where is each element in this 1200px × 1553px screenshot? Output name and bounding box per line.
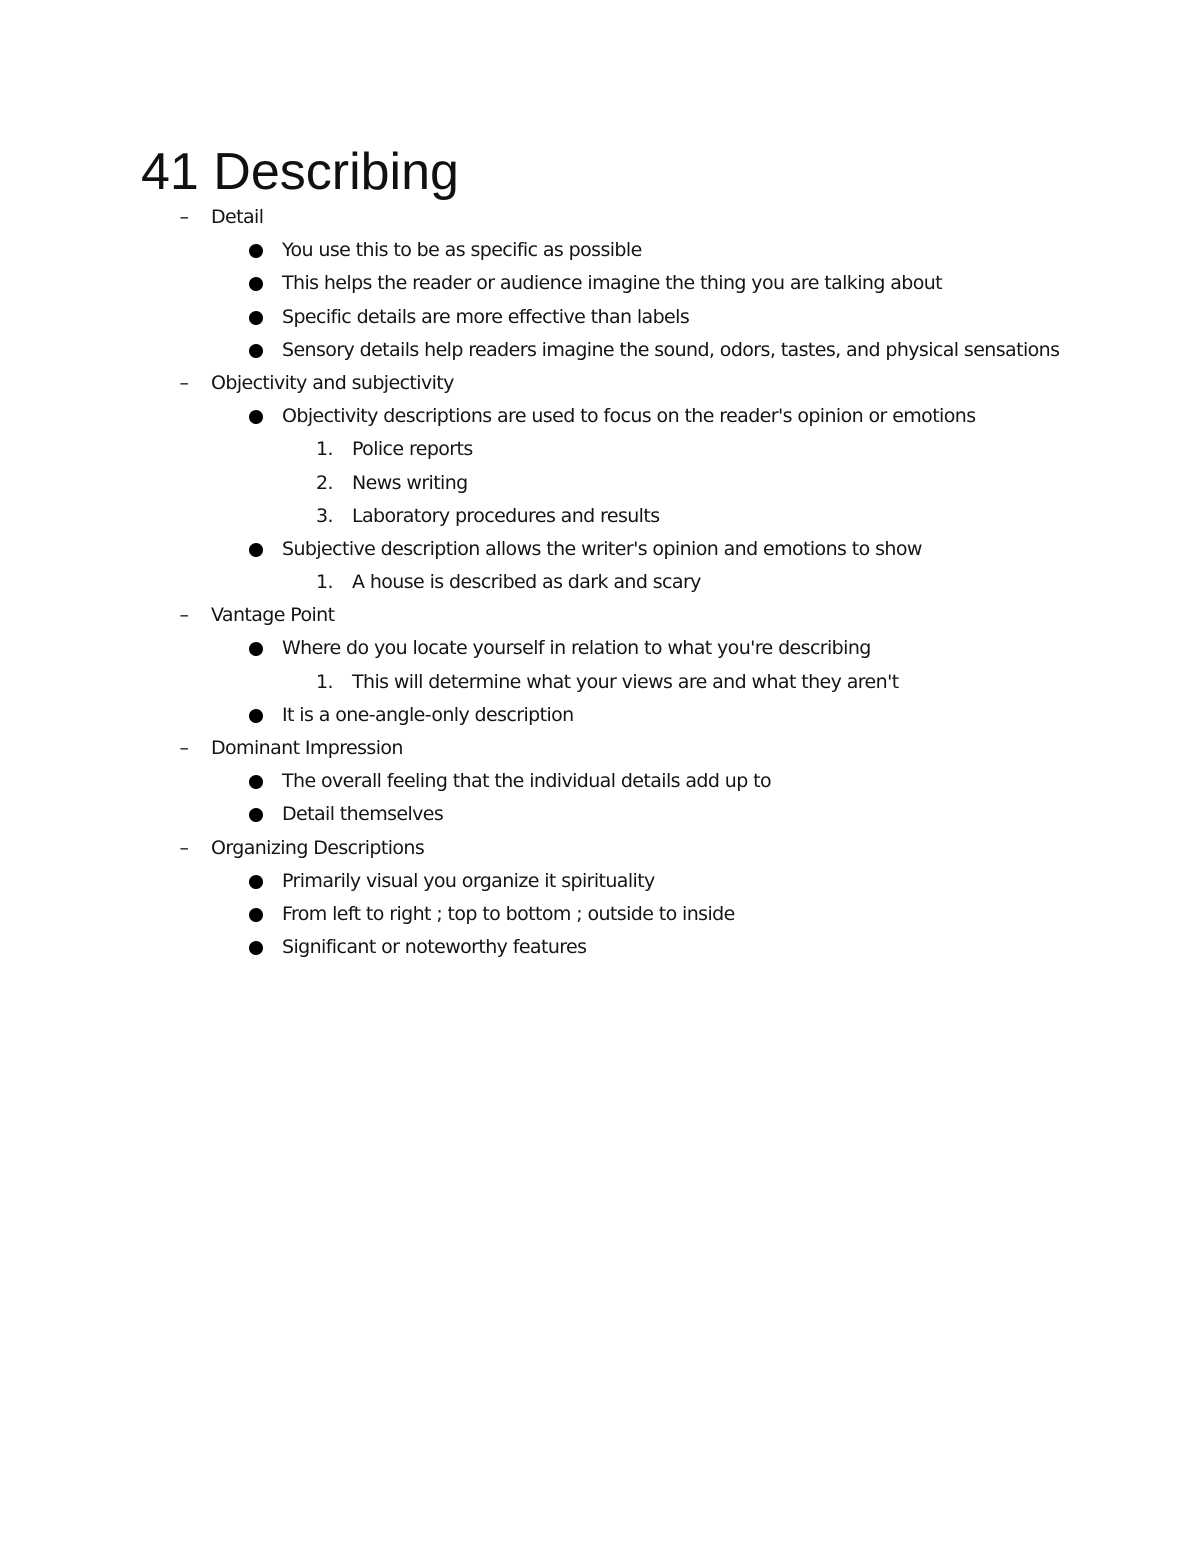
bullet-item bbox=[0, 301, 1200, 334]
bullet-marker bbox=[249, 334, 265, 367]
section-heading-row bbox=[0, 832, 1200, 865]
bullet-marker bbox=[249, 267, 265, 300]
bullet-item-text: Objectivity descriptions are used to focus on the reader's opinion or emotions bbox=[282, 405, 976, 428]
dash-marker: – bbox=[179, 604, 189, 627]
bullet-item bbox=[0, 533, 1200, 566]
bullet-item-text: Specific details are more effective than labels bbox=[282, 305, 690, 328]
numbered-item-text: News writing bbox=[352, 471, 468, 494]
section-heading-row bbox=[0, 367, 1200, 400]
bullet-marker bbox=[249, 301, 265, 334]
bullet-marker bbox=[249, 632, 265, 665]
bullet-item bbox=[0, 765, 1200, 798]
numbered-item-text: Police reports bbox=[352, 438, 473, 461]
item-number: 3. bbox=[316, 504, 333, 527]
item-number: 1. bbox=[316, 670, 333, 693]
numbered-item bbox=[0, 666, 1200, 699]
bullet-icon bbox=[249, 410, 263, 424]
bullet-marker bbox=[249, 533, 265, 566]
bullet-marker bbox=[249, 699, 265, 732]
section-heading: Dominant Impression bbox=[211, 737, 403, 759]
outline-list bbox=[0, 201, 1200, 964]
item-number: 1. bbox=[316, 438, 333, 461]
section-heading: Detail bbox=[211, 206, 264, 228]
dash-marker: – bbox=[179, 371, 189, 394]
bullet-item bbox=[0, 898, 1200, 931]
section-heading-row bbox=[0, 201, 1200, 234]
bullet-item bbox=[0, 334, 1200, 367]
bullet-icon bbox=[249, 311, 263, 325]
section-heading-row bbox=[0, 732, 1200, 765]
section-heading: Organizing Descriptions bbox=[211, 836, 425, 859]
bullet-marker bbox=[249, 931, 265, 964]
section-heading-row bbox=[0, 599, 1200, 632]
section-heading: Vantage Point bbox=[211, 604, 335, 627]
bullet-item bbox=[0, 267, 1200, 300]
bullet-icon bbox=[249, 709, 263, 723]
item-number: 2. bbox=[316, 471, 333, 494]
bullet-item-text: You use this to be as specific as possible bbox=[282, 239, 642, 262]
item-number: 1. bbox=[316, 571, 333, 594]
bullet-item-text: Primarily visual you organize it spirituality bbox=[282, 869, 655, 892]
bullet-icon bbox=[249, 244, 263, 258]
bullet-icon bbox=[249, 941, 263, 955]
numbered-item-text: This will determine what your views are and what they aren't bbox=[352, 670, 899, 693]
bullet-icon bbox=[249, 642, 263, 656]
bullet-marker bbox=[249, 765, 265, 798]
bullet-item-text: From left to right ; top to bottom ; outside to inside bbox=[282, 902, 735, 925]
bullet-item-text: Significant or noteworthy features bbox=[282, 936, 587, 959]
bullet-item-text: Where do you locate yourself in relation to what you're describing bbox=[282, 637, 871, 660]
bullet-icon bbox=[249, 277, 263, 291]
bullet-item bbox=[0, 798, 1200, 831]
numbered-item bbox=[0, 433, 1200, 466]
bullet-icon bbox=[249, 775, 263, 789]
bullet-icon bbox=[249, 808, 263, 822]
dash-marker: – bbox=[179, 836, 189, 859]
bullet-marker bbox=[249, 234, 265, 267]
bullet-item-text: It is a one-angle-only description bbox=[282, 703, 574, 726]
bullet-marker bbox=[249, 400, 265, 433]
bullet-item-text: Subjective description allows the writer's opinion and emotions to show bbox=[282, 537, 922, 560]
bullet-item bbox=[0, 931, 1200, 964]
bullet-item-text: This helps the reader or audience imagine the thing you are talking about bbox=[282, 272, 943, 295]
numbered-item-text: A house is described as dark and scary bbox=[352, 571, 701, 594]
bullet-item bbox=[0, 400, 1200, 433]
numbered-item-text: Laboratory procedures and results bbox=[352, 504, 660, 527]
bullet-item-text: The overall feeling that the individual details add up to bbox=[282, 770, 772, 793]
dash-marker: – bbox=[179, 206, 189, 228]
bullet-marker bbox=[249, 798, 265, 831]
bullet-item bbox=[0, 699, 1200, 732]
bullet-icon bbox=[249, 908, 263, 922]
bullet-item bbox=[0, 632, 1200, 665]
bullet-icon bbox=[249, 875, 263, 889]
bullet-marker bbox=[249, 865, 265, 898]
numbered-item bbox=[0, 566, 1200, 599]
bullet-item-text: Detail themselves bbox=[282, 803, 444, 826]
bullet-item bbox=[0, 865, 1200, 898]
bullet-item bbox=[0, 234, 1200, 267]
bullet-item-text: Sensory details help readers imagine the sound, odors, tastes, and physical sensations bbox=[282, 338, 1060, 361]
numbered-item bbox=[0, 467, 1200, 500]
page-title: 41 Describing bbox=[141, 143, 459, 201]
section-heading: Objectivity and subjectivity bbox=[211, 371, 454, 394]
dash-marker: – bbox=[179, 737, 189, 759]
bullet-icon bbox=[249, 543, 263, 557]
bullet-marker bbox=[249, 898, 265, 931]
numbered-item bbox=[0, 500, 1200, 533]
bullet-icon bbox=[249, 344, 263, 358]
